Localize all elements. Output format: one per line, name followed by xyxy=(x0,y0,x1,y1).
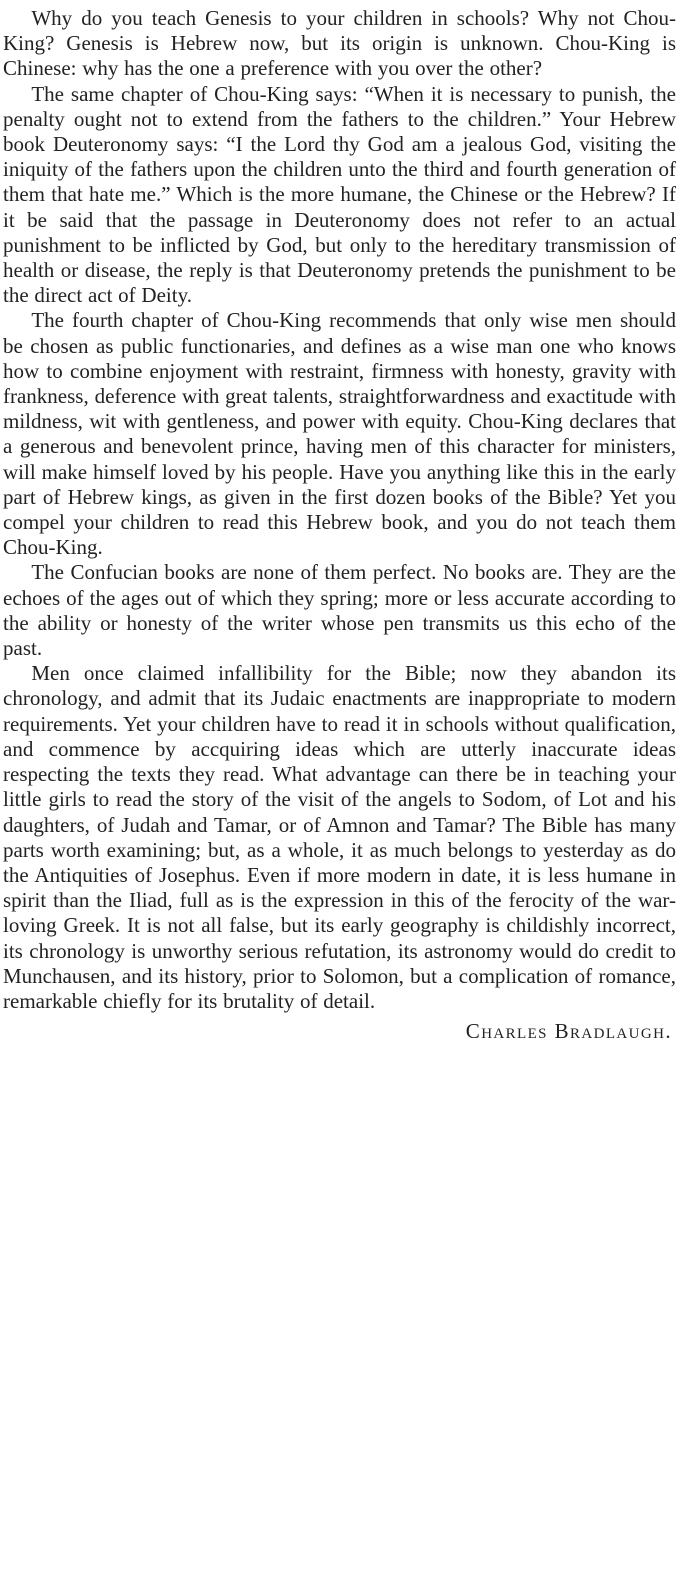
paragraph-punishment-comparison: The same chapter of Chou-King says: “When it is necessary to punish, the penalty ought not to extend from the fathers to the children.” Your Hebrew book Deuteronomy says: “I the Lord thy God am a jealous God, visiting the iniquity of the fathers upon the children unto the third and fourth generation of them that hate me.” Which is the more humane, the Chinese or the Hebrew? If it be said that the passage in Deuteronomy does not refer to an actual punishment to be inflicted by God, but only to the hereditary transmission of health or disease, the reply is that Deuteronomy pretends the punishment to be the direct act of Deity. xyxy=(3,81,676,308)
paragraph-confucian-books: The Confucian books are none of them perfect. No books are. They are the echoes of the ages out of which they spring; more or less accurate according to the ability or honesty of the writer whose pen transmits us this echo of the past. xyxy=(3,560,676,661)
author-signature: Charles Bradlaugh. xyxy=(465,1019,672,1044)
paragraph-wise-men: The fourth chapter of Chou-King recommends that only wise men should be chosen as public functionaries, and defines as a wise man one who knows how to combine enjoyment with restraint, firmness with honesty, gravity with frankness, deference with great talents, straightforwardness and exactitude with mildness, wit with gentleness, and power with equity. Chou-King declares that a generous and benevolent prince, having men of this character for ministers, will make himself loved by his people. Have you anything like this in the early part of Hebrew kings, as given in the first dozen books of the Bible? Yet you compel your children to read this Hebrew book, and you do not teach them Chou-King. xyxy=(3,308,676,560)
paragraph-bible-critique: Men once claimed infallibility for the Bible; now they abandon its chronology, and admit that its Judaic enactments are inappropriate to modern requirements. Yet your children have to read it in schools without qualification, and commence by accquiring ideas which are utterly inaccurate ideas respecting the texts they read. What advantage can there be in teaching your little girls to read the story of the visit of the angels to Sodom, of Lot and his daughters, of Judah and Tamar, or of Amnon and Tamar? The Bible has many parts worth examining; but, as a whole, it as much belongs to yesterday as do the Antiquities of Josephus. Even if more modern in date, it is less humane in spirit than the Iliad, full as is the expression in this of the ferocity of the war-loving Greek. It is not all false, but its early geography is childishly incorrect, its chronology is unworthy serious refutation, its astronomy would do credit to Munchausen, and its history, prior to Solomon, but a complication of romance, remarkable chiefly for its brutality of detail. xyxy=(3,661,676,1013)
paragraph-genesis-question: Why do you teach Genesis to your children in schools? Why not Chou-King? Genesis is Hebrew now, but its origin is unknown. Chou-King is Chinese: why has the one a preference with you over the other? xyxy=(3,6,676,81)
